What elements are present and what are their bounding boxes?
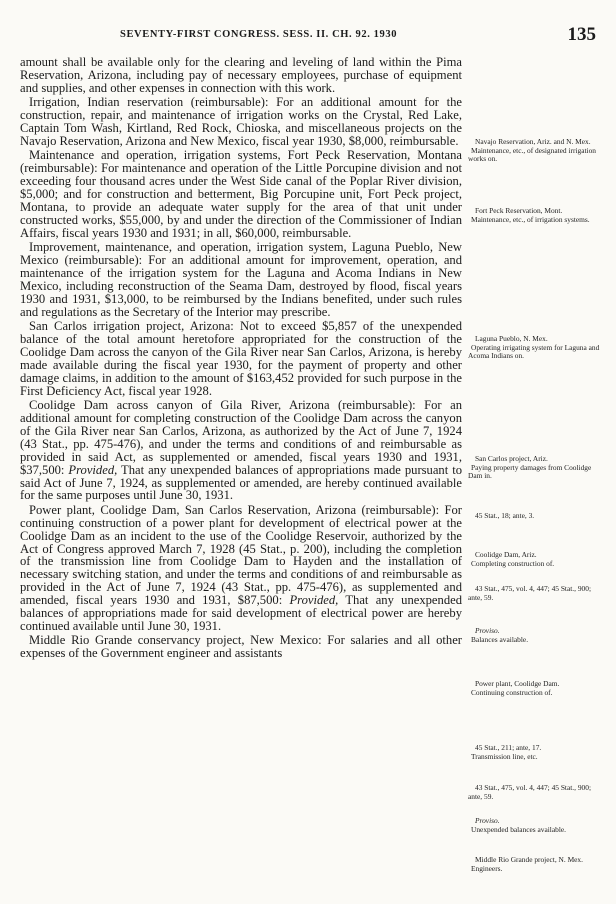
- paragraph-text: Coolidge Dam across canyon of Gila River, Arizona (reimbursable): For an additional amount for completing construction of the Coolidge Dam across the canyon of the Gila River near San Carlos, Arizona, as authorized by the Act of June 7, 1924 (43 Stat., pp. 475-476), and under the terms and conditions of and reimbursable as provided in said Act, as supplemented or amended, fiscal years 1930 and 1931, $37,500:: [20, 398, 462, 477]
- margin-note-sub: Continuing construction of.: [471, 687, 553, 697]
- page-number: 135: [567, 24, 596, 45]
- paragraph-middle-rio-grande: Middle Rio Grande conservancy project, New Mexico: For salaries and all other expenses of the Government engineer and assistants: [20, 633, 462, 661]
- paragraph-power-plant: [20, 504, 462, 633]
- margin-note-san-carlos: [468, 455, 600, 481]
- proviso-word: Provided,: [289, 593, 339, 608]
- paragraph-san-carlos: San Carlos irrigation project, Arizona: Not to exceed $5,857 of the unexpended balance of the total amount heretofore appropriated for the construction of the Coolidge Dam across the canyon of the Gila River near San Carlos, Arizona, is hereby made available during the fiscal year 1930, for the payment of property and other damage claims, in addition to the amount of $163,452 provided for such purpose in the First Deficiency Act, fiscal year 1928.: [20, 319, 462, 398]
- margin-note-middle-rio-grande: [468, 856, 600, 873]
- margin-note-ref: 45 Stat., 18; ante, 3.: [475, 511, 535, 520]
- margin-note-sub: Balances available.: [471, 634, 529, 644]
- main-text: [20, 56, 462, 662]
- margin-note-sub: Unexpended balances available.: [471, 824, 567, 834]
- margin-note-ref-45-stat-211: [468, 744, 600, 761]
- margin-note-sub: Operating irrigating system for Laguna and Acoma Indians on.: [468, 342, 600, 361]
- margin-note-head: San Carlos project, Ariz.: [475, 454, 548, 463]
- margin-note-head: Laguna Pueblo, N. Mex.: [475, 334, 548, 343]
- margin-note-sub: Maintenance, etc., of irrigation systems.: [471, 214, 590, 224]
- paragraph-text: That any unexpended balances of appropriations made pursuant to said Act of June 7, 1924, as supplemented or amended, are hereby continued available for the same purposes until June 30, 1931.: [20, 462, 463, 503]
- margin-note-ref: 45 Stat., 211; ante, 17.: [475, 743, 542, 752]
- paragraph-coolidge-dam: [20, 399, 462, 502]
- paragraph-text: That any unexpended balances of appropriations made for said development of electrical power are hereby continued available until June 30, 1931.: [20, 593, 463, 633]
- paragraph-fort-peck: Maintenance and operation, irrigation systems, Fort Peck Reservation, Montana (reimbursable): For maintenance and operation of the Little Porcupine division and not exceeding four thousand acres under the West Side canal of the Poplar River division, $5,000; and for construction and betterment, Big Porcupine unit, Fort Peck project, Montana, to provide an adequate water supply for the area of that unit under constructed works, $55,000, by and under the direction of the Commissioner of Indian Affairs, fiscal years 1930 and 1931; in all, $60,000, reimbursable.: [20, 148, 462, 240]
- margin-note-head: Navajo Reservation, Ariz. and N. Mex.: [475, 137, 591, 146]
- margin-note-ref: 43 Stat., 475, vol. 4, 447; 45 Stat., 900; ante, 59.: [468, 783, 591, 801]
- margin-note-sub: Maintenance, etc., of designated irrigation works on.: [468, 145, 596, 164]
- margin-note-proviso-1: [468, 627, 600, 644]
- margin-note-head: Fort Peck Reservation, Mont.: [475, 206, 563, 215]
- margin-note-fort-peck: [468, 207, 600, 224]
- margin-note-head: Coolidge Dam, Ariz.: [475, 550, 537, 559]
- margin-note-ref: 43 Stat., 475, vol. 4, 447; 45 Stat., 900; ante, 59.: [468, 584, 591, 602]
- margin-note-sub: Transmission line, etc.: [471, 751, 538, 761]
- margin-note-laguna: [468, 335, 600, 361]
- margin-note-ref-45-stat: [468, 512, 600, 521]
- margin-note-proviso: Proviso.: [475, 626, 500, 635]
- margin-note-ref-43-stat-2: [468, 784, 600, 801]
- running-header: [22, 24, 596, 48]
- margin-note-proviso: Proviso.: [475, 816, 500, 825]
- margin-note-ref-43-stat: [468, 585, 600, 602]
- paragraph-text: Power plant, Coolidge Dam, San Carlos Reservation, Arizona (reimbursable): For continuing construction of a power plant for development of electrical power at the Coolidge Dam as an incident to the use of the Coolidge Reservoir, authorized by the Act of Congress approved March 7, 1928 (45 Stat., p. 200), including the completion of the transmission line from Coolidge Dam to Hayden and the installation of necessary switching station, and under the terms and conditions of and reimbursable as provided in the Act of June 7, 1924 (43 Stat., pp. 475-476), as supplemented and amended, fiscal years 1930 and 1931, $87,500:: [20, 502, 462, 608]
- paragraph-laguna-pueblo: Improvement, maintenance, and operation, irrigation system, Laguna Pueblo, New Mexico (reimbursable): For an additional amount for improvement, operation, and maintenance of the irrigation system for the Laguna and Acoma Indians in New Mexico, including reconstruction of the Seama Dam, destroyed by flood, fiscal years 1930 and 1931, $13,000, to be reimbursed by the Indians benefited, under such rules and regulations as the Secretary of the Interior may prescribe.: [20, 240, 462, 319]
- margin-note-power-plant: [468, 680, 600, 697]
- margin-note-sub: Paying property damages from Coolidge Dam in.: [468, 462, 592, 481]
- margin-note-head: Power plant, Coolidge Dam.: [475, 679, 560, 688]
- proviso-word: Provided,: [68, 462, 118, 477]
- paragraph-pima-clearing: amount shall be available only for the clearing and leveling of land within the Pima Reservation, Arizona, including pay of necessary employees, purchase of equipment and supplies, and other expenses in connection with this work.: [20, 55, 462, 95]
- margin-note-sub: Engineers.: [471, 863, 503, 873]
- running-head: SEVENTY-FIRST CONGRESS. SESS. II. CH. 92. 1930: [120, 29, 398, 40]
- margin-note-navajo: [468, 138, 600, 164]
- margin-note-head: Middle Rio Grande project, N. Mex.: [475, 855, 583, 864]
- margin-note-sub: Completing construction of.: [471, 558, 555, 568]
- margin-note-proviso-2: [468, 817, 600, 834]
- paragraph-navajo-irrigation: Irrigation, Indian reservation (reimbursable): For an additional amount for the construction, repair, and maintenance of irrigation works on the Crystal, Red Lake, Captain Tom Wash, Kirtland, Red Rock, Chioska, and miscellaneous projects on the Navajo Reservation, Arizona and New Mexico, fiscal year 1930, $8,000, reimbursable.: [20, 95, 462, 148]
- margin-note-coolidge-dam: [468, 551, 600, 568]
